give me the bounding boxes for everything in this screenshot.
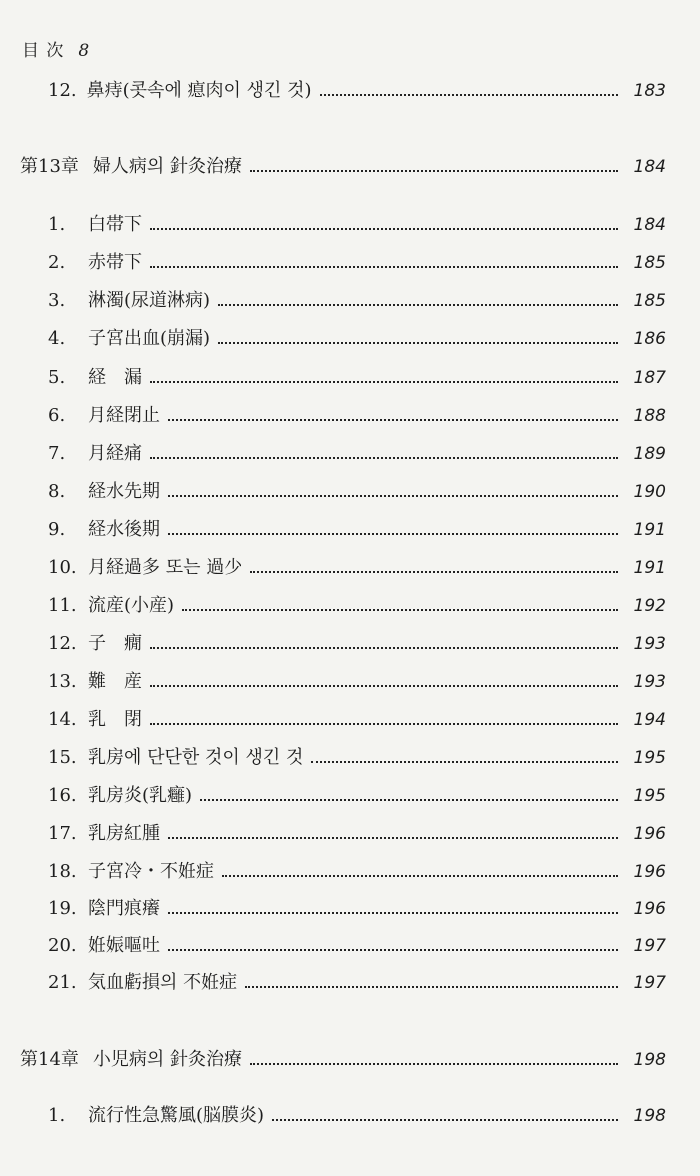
entry-page: 197	[633, 973, 666, 993]
entry-page: 196	[633, 824, 666, 844]
leader-dots	[222, 875, 618, 877]
entry-number: 6.	[48, 405, 66, 426]
entry-title: 子宮出血(崩漏)	[88, 328, 211, 349]
chapter-heading	[0, 1045, 666, 1071]
leader-dots	[320, 94, 618, 96]
toc-entry	[0, 743, 666, 769]
entry-title: 乳房炎(乳癰)	[88, 785, 193, 806]
toc-entry	[0, 210, 666, 236]
leader-dots	[250, 571, 618, 573]
entry-page: 196	[633, 899, 666, 919]
entry-page: 191	[633, 520, 666, 540]
chapter-number: 第14章	[20, 1049, 79, 1070]
entry-title: 姙娠嘔吐	[88, 935, 160, 956]
entry-page: 197	[633, 936, 666, 956]
leader-dots	[311, 761, 618, 763]
entry-number: 17.	[48, 823, 77, 844]
toc-entry	[0, 324, 666, 350]
entry-number: 1.	[48, 1105, 66, 1126]
toc-entry	[0, 401, 666, 427]
toc-entry	[0, 819, 666, 845]
entry-title: 乳房紅腫	[88, 823, 160, 844]
toc-entry	[0, 477, 666, 503]
leader-dots	[168, 949, 618, 951]
toc-entry	[0, 515, 666, 541]
entry-page: 185	[633, 291, 666, 311]
leader-dots	[150, 457, 618, 459]
leader-dots	[150, 647, 618, 649]
entry-page: 188	[633, 406, 666, 426]
entry-number: 4.	[48, 328, 66, 349]
entry-page: 193	[633, 672, 666, 692]
leader-dots	[272, 1119, 618, 1121]
entry-title: 白帯下	[88, 214, 142, 235]
header-page-number: 8	[78, 41, 91, 61]
leader-dots	[168, 912, 618, 914]
entry-title: 乳 閉	[88, 709, 142, 730]
toc-entry	[0, 553, 666, 579]
entry-number: 13.	[48, 671, 77, 692]
entry-number: 9.	[48, 519, 66, 540]
toc-entry	[0, 894, 666, 920]
entry-number: 16.	[48, 785, 77, 806]
entry-page: 189	[633, 444, 666, 464]
toc-entry	[0, 591, 666, 617]
entry-page: 186	[633, 329, 666, 349]
entry-page: 193	[633, 634, 666, 654]
toc-entry	[0, 781, 666, 807]
entry-page: 191	[633, 558, 666, 578]
entry-page: 195	[633, 748, 666, 768]
toc-entry	[0, 931, 666, 957]
entry-number: 12.	[48, 80, 77, 101]
toc-entry	[0, 363, 666, 389]
leader-dots	[150, 228, 618, 230]
entry-number: 19.	[48, 898, 77, 919]
leader-dots	[150, 723, 618, 725]
entry-number: 3.	[48, 290, 66, 311]
leader-dots	[168, 533, 618, 535]
entry-title: 月経痛	[88, 443, 142, 464]
chapter-number: 第13章	[20, 156, 79, 177]
entry-number: 1.	[48, 214, 66, 235]
leader-dots	[245, 986, 618, 988]
entry-number: 21.	[48, 972, 77, 993]
toc-entry	[0, 1101, 666, 1127]
entry-title: 流行性急驚風(脳膜炎)	[88, 1105, 265, 1126]
leader-dots	[200, 799, 618, 801]
leader-dots	[182, 609, 618, 611]
entry-title: 経 漏	[88, 367, 142, 388]
toc-entry	[0, 857, 666, 883]
toc-entry	[0, 667, 666, 693]
chapter-page: 184	[633, 157, 666, 177]
entry-title: 子 癇	[88, 633, 142, 654]
leader-dots	[250, 1063, 618, 1065]
toc-entry	[0, 286, 666, 312]
leader-dots	[150, 685, 618, 687]
entry-page: 192	[633, 596, 666, 616]
page-header	[22, 36, 90, 61]
entry-number: 20.	[48, 935, 77, 956]
entry-title: 鼻痔(콧속에 瘜肉이 생긴 것)	[86, 80, 312, 101]
entry-number: 8.	[48, 481, 66, 502]
entry-page: 187	[633, 368, 666, 388]
entry-title: 月経過多 또는 過少	[88, 557, 243, 578]
entry-number: 10.	[48, 557, 77, 578]
entry-page: 190	[633, 482, 666, 502]
toc-entry	[0, 968, 666, 994]
entry-page: 196	[633, 862, 666, 882]
entry-title: 月経閉止	[88, 405, 160, 426]
entry-page: 183	[633, 81, 666, 101]
toc-entry	[0, 705, 666, 731]
leader-dots	[218, 304, 618, 306]
entry-number: 18.	[48, 861, 77, 882]
chapter-page: 198	[633, 1050, 666, 1070]
entry-number: 11.	[48, 595, 77, 616]
entry-title: 経水先期	[88, 481, 160, 502]
leader-dots	[218, 342, 618, 344]
leader-dots	[168, 419, 618, 421]
entry-number: 5.	[48, 367, 66, 388]
leader-dots	[150, 381, 618, 383]
entry-number: 7.	[48, 443, 66, 464]
toc-entry	[0, 76, 666, 102]
header-label: 目 次	[22, 41, 65, 61]
entry-title: 難 産	[88, 671, 142, 692]
toc-entry	[0, 629, 666, 655]
entry-page: 194	[633, 710, 666, 730]
chapter-heading	[0, 152, 666, 178]
entry-title: 子宮冷・不姙症	[88, 861, 214, 882]
entry-title: 経水後期	[88, 519, 160, 540]
chapter-title: 小児病의 針灸治療	[92, 1049, 243, 1070]
entry-title: 淋濁(尿道淋病)	[88, 290, 211, 311]
entry-title: 乳房에 단단한 것이 생긴 것	[88, 747, 304, 768]
toc-entry	[0, 439, 666, 465]
entry-page: 185	[633, 253, 666, 273]
entry-title: 気血虧損의 不姙症	[88, 972, 238, 993]
entry-title: 陰門痕癢	[88, 898, 160, 919]
leader-dots	[168, 495, 618, 497]
entry-page: 198	[633, 1106, 666, 1126]
leader-dots	[168, 837, 618, 839]
entry-number: 14.	[48, 709, 77, 730]
entry-page: 184	[633, 215, 666, 235]
entry-number: 12.	[48, 633, 77, 654]
leader-dots	[150, 266, 618, 268]
entry-number: 15.	[48, 747, 77, 768]
leader-dots	[250, 170, 618, 172]
entry-title: 赤帯下	[88, 252, 142, 273]
entry-number: 2.	[48, 252, 66, 273]
toc-entry	[0, 248, 666, 274]
entry-page: 195	[633, 786, 666, 806]
entry-title: 流産(小産)	[88, 595, 175, 616]
chapter-title: 婦人病의 針灸治療	[92, 156, 243, 177]
